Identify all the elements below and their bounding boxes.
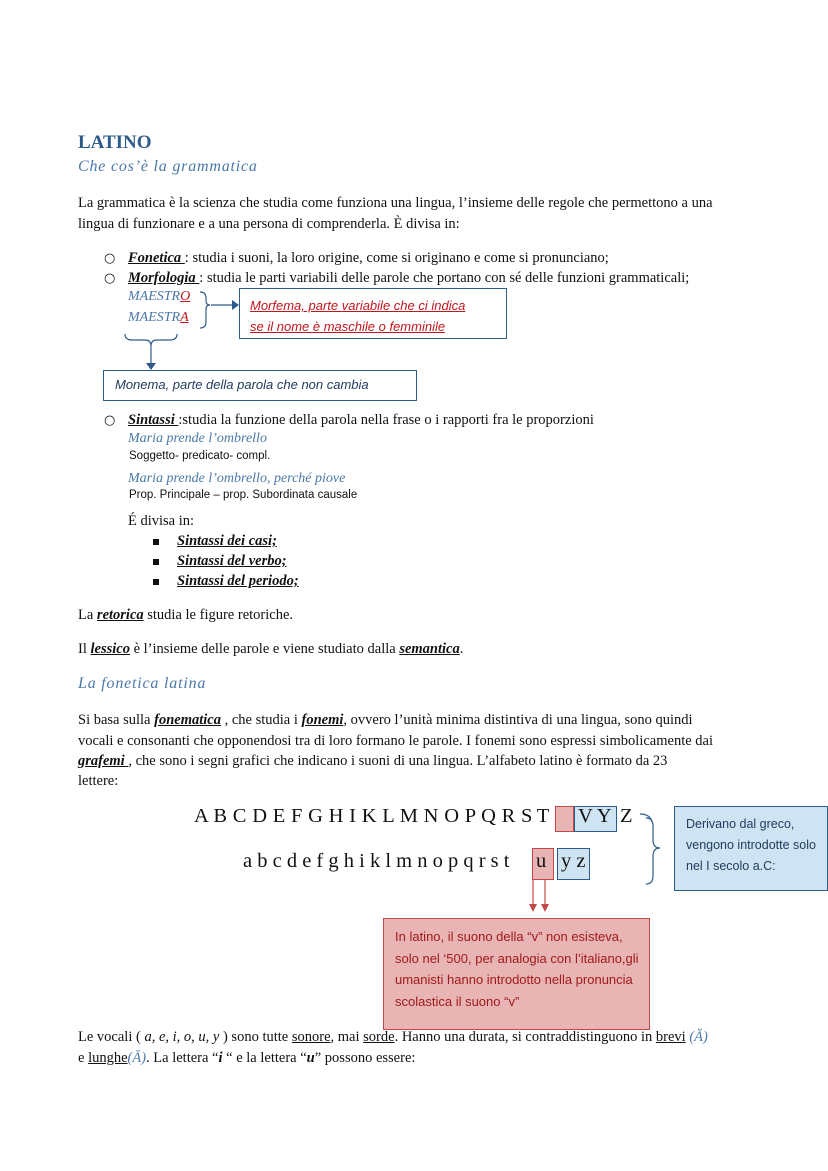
letter-u: u <box>306 1050 315 1066</box>
text: studia le figure retoriche. <box>143 607 294 623</box>
text: è l’insieme delle parole e viene studiato dalla <box>129 641 400 657</box>
fonetica-line-3 <box>78 751 667 772</box>
morfologia-desc: : studia le parti variabili delle parole che portano con sé delle funzioni grammaticali; <box>199 270 690 286</box>
term-lunghe: lunghe <box>88 1050 128 1066</box>
uppercase-alphabet <box>194 805 550 828</box>
morfema-line-2: se il nome è maschile o femminile <box>250 319 446 334</box>
bullet-circle-icon: ○ <box>104 251 116 266</box>
arrow-down-icon <box>146 363 156 370</box>
text: , che studia i <box>220 712 302 728</box>
morfema-callout <box>239 288 507 339</box>
alphabet-annotations <box>520 810 680 920</box>
vocali-line-2 <box>78 1048 415 1069</box>
text: ” possono essere: <box>314 1050 416 1066</box>
uppercase-t: T <box>536 805 550 827</box>
arrow-down-icon <box>529 904 537 912</box>
example-sentence-1-note: Soggetto- predicato- compl. <box>129 450 271 462</box>
lowercase-yz: y z <box>561 850 586 872</box>
bullet-circle-icon: ○ <box>104 413 116 428</box>
list-item-fonetica <box>128 248 609 269</box>
uppercase-letters: A B C D E F G H I K L M N O P Q R S <box>194 805 533 827</box>
macron-symbol: (Ā) <box>127 1050 147 1066</box>
divisa-in-label: É divisa in: <box>128 513 195 529</box>
example-sentence-2: Maria prende l’ombrello, perché piove <box>128 471 346 486</box>
uppercase-z: Z <box>620 805 633 827</box>
vocali-line-1 <box>78 1027 708 1048</box>
uppercase-vy: V Y <box>578 805 612 827</box>
term-grafemi: grafemi <box>78 753 129 769</box>
page-title: LATINO <box>78 132 152 153</box>
fonetica-line-2: vocali e consonanti che opponendosi tra di loro formano le parole. I fonemi sono espressi simbolicamente dai <box>78 733 714 749</box>
term-lessico: lessico <box>90 641 130 657</box>
breve-symbol: (Ă) <box>685 1029 708 1045</box>
term-retorica: retorica <box>96 607 144 623</box>
text: . La lettera “ <box>146 1050 219 1066</box>
bullet-square-icon <box>153 539 159 545</box>
greek-note-box: Derivano dal greco, vengono introdotte solo nel I secolo a.C: <box>674 806 828 891</box>
intro-line-1: La grammatica è la scienza che studia come funziona una lingua, l’insieme delle regole che permettono a una <box>78 195 713 211</box>
term-sonore: sonore <box>291 1029 331 1045</box>
maestra-ending: A <box>180 310 189 325</box>
text: . Hanno una durata, si contraddistinguono in <box>394 1029 656 1045</box>
lowercase-u: u <box>536 850 547 872</box>
fonetica-line-1 <box>78 710 693 731</box>
sub-item-verbo: Sintassi del verbo; <box>177 553 287 569</box>
lowercase-alphabet: a b c d e f g h i k l m n o p q r s t <box>243 850 510 872</box>
text: , mai <box>330 1029 364 1045</box>
arrow-down-icon <box>541 904 549 912</box>
term-fonetica: Fonetica <box>128 250 185 266</box>
term-fonematica: fonematica <box>154 712 221 728</box>
example-sentence-1: Maria prende l’ombrello <box>128 431 267 446</box>
text: La <box>78 607 97 623</box>
sub-item-casi: Sintassi dei casi; <box>177 533 277 549</box>
intro-line-2: lingua di funzionare e a una persona di comprenderla. È divisa in: <box>78 216 460 232</box>
maestra-stem: MAESTR <box>128 310 181 325</box>
bottom-brace-icon <box>125 334 177 346</box>
text: , ovvero l’unità minima distintiva di una lingua, sono quindi <box>343 712 693 728</box>
lessico-paragraph <box>78 639 463 660</box>
fonetica-line-4: lettere: <box>78 773 119 789</box>
list-item-sintassi <box>128 410 594 431</box>
term-sorde: sorde <box>363 1029 395 1045</box>
text: ) sono tutte <box>219 1029 292 1045</box>
bullet-circle-icon: ○ <box>104 271 116 286</box>
text: , che sono i segni grafici che indicano i suoni di una lingua. L’alfabeto latino è formato da 23 <box>128 753 668 769</box>
bullet-square-icon <box>153 559 159 565</box>
bullet-square-icon <box>153 579 159 585</box>
text: Le vocali ( <box>78 1029 145 1045</box>
text: “ e la lettera “ <box>222 1050 307 1066</box>
text: Il <box>78 641 91 657</box>
retorica-paragraph <box>78 605 293 626</box>
fonetica-desc: : studia i suoni, la loro origine, come si originano e come si pronunciano; <box>184 250 609 266</box>
list-item-morfologia <box>128 268 689 289</box>
morphology-annotations <box>115 288 245 373</box>
term-semantica: semantica <box>399 641 460 657</box>
text: . <box>459 641 464 657</box>
letter-i: i <box>218 1050 223 1066</box>
morfema-line-1: Morfema, parte variabile che ci indica <box>250 298 466 313</box>
term-morfologia: Morfologia <box>128 270 200 286</box>
term-fonemi: fonemi <box>301 712 344 728</box>
text: e <box>78 1050 89 1066</box>
sintassi-desc: :studia la funzione della parola nella frase o i rapporti fra le proporzioni <box>178 412 594 428</box>
maestro-stem: MAESTR <box>128 289 181 304</box>
right-brace-icon <box>646 818 660 884</box>
term-brevi: brevi <box>655 1029 686 1045</box>
sub-item-periodo: Sintassi del periodo; <box>177 573 299 589</box>
term-sintassi: Sintassi <box>128 412 179 428</box>
maestro-ending: O <box>180 289 191 304</box>
monema-callout: Monema, parte della parola che non cambia <box>103 370 417 401</box>
right-brace-icon <box>200 292 210 328</box>
example-sentence-2-note: Prop. Principale – prop. Subordinata causale <box>129 489 358 501</box>
v-sound-note-box: In latino, il suono della “v” non esisteva, solo nel ‘500, per analogia con l’italiano,gli umanisti hanno introdotto nella pronuncia scolastica il suono “v” <box>383 918 650 1030</box>
text: Si basa sulla <box>78 712 155 728</box>
vowel-list: a, e, i, o, u, y <box>144 1029 220 1045</box>
section-heading-fonetica: La fonetica latina <box>78 675 207 692</box>
section-heading-grammatica: Che cos’è la grammatica <box>78 158 258 175</box>
arrow-right-icon <box>232 300 239 310</box>
